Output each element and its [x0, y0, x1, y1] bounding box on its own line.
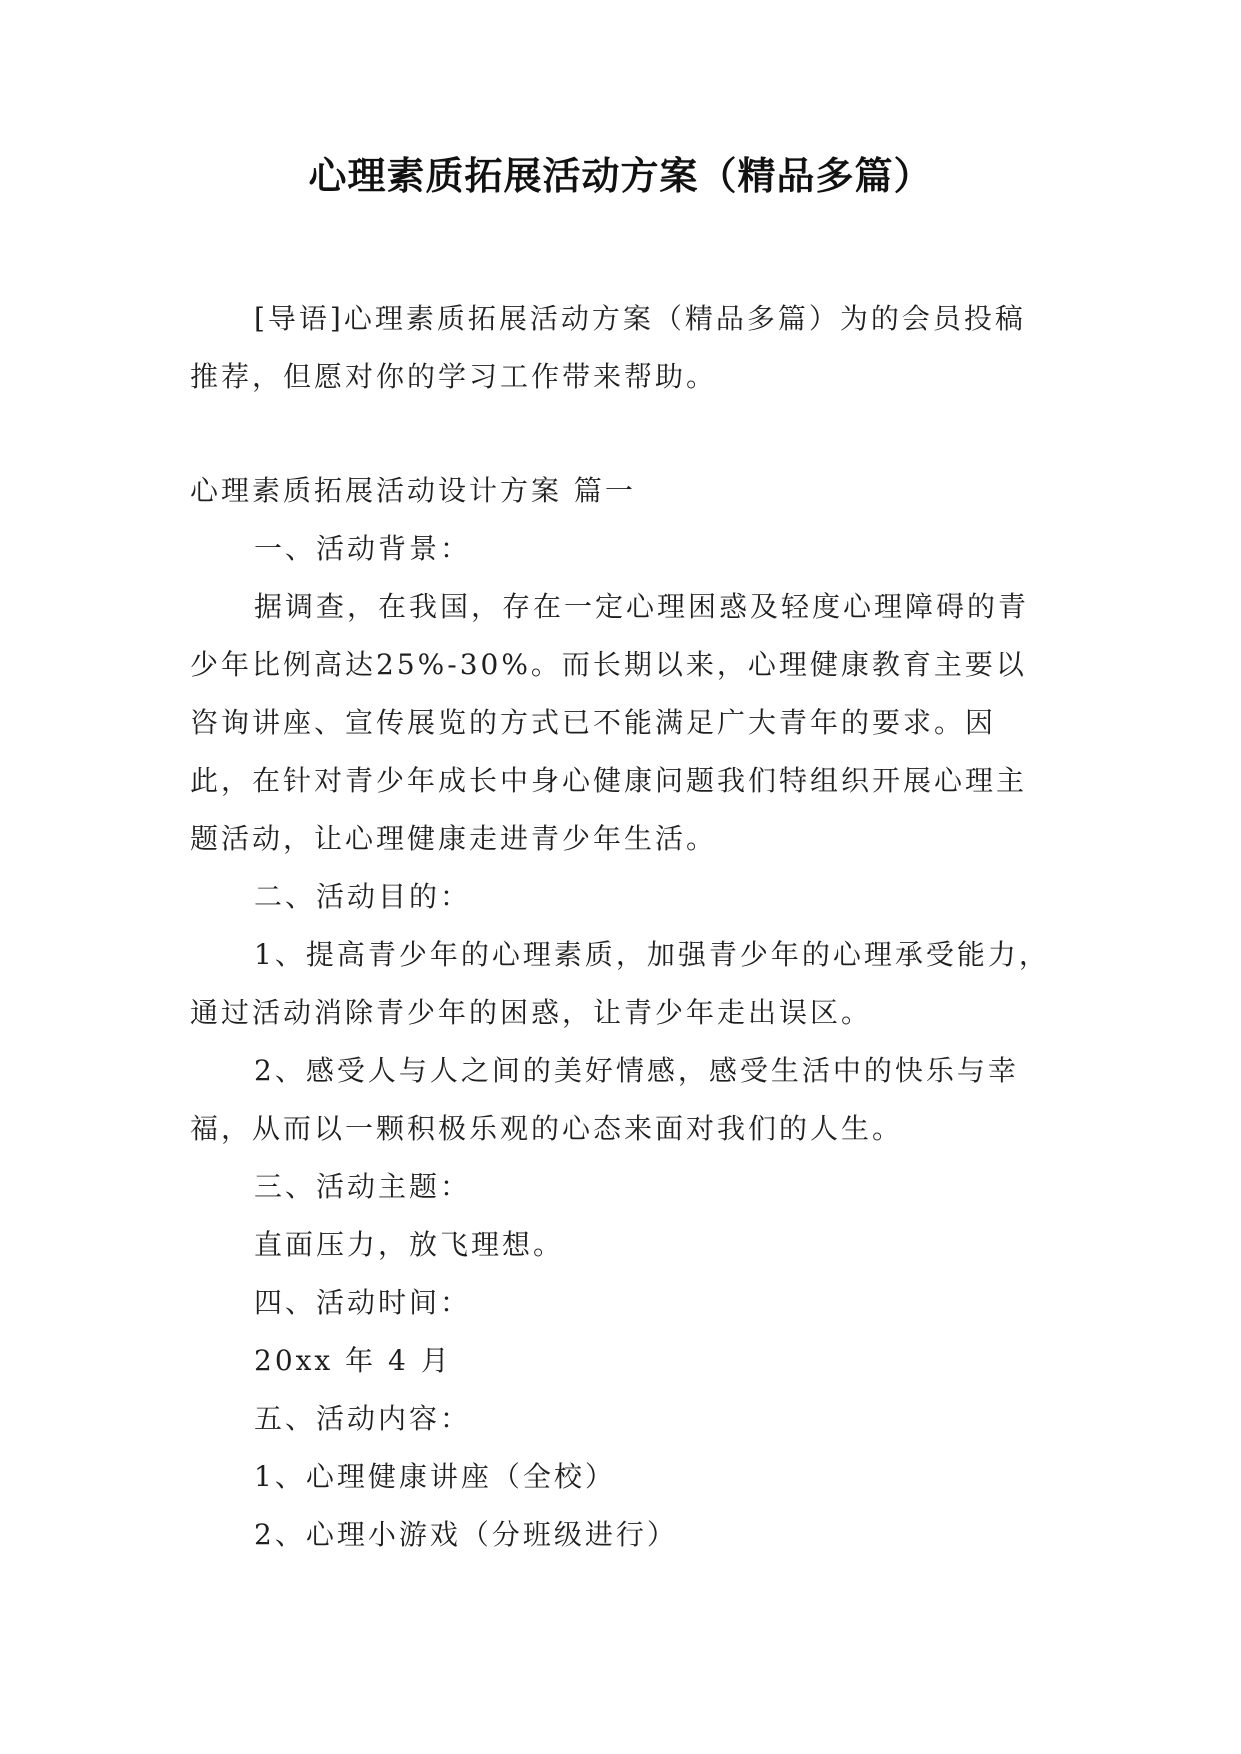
paragraph-purpose-1: 1、提高青少年的心理素质，加强青少年的心理承受能力，通过活动消除青少年的困惑，让青少年走出误区。 — [190, 938, 1050, 1029]
document-title: 心理素质拓展活动方案（精品多篇） — [308, 153, 933, 198]
heading-background: 一、活动背景： — [254, 532, 472, 565]
paragraph-purpose-2: 2、感受人与人之间的美好情感，感受生活中的快乐与幸福，从而以一颗积极乐观的心态来面对我们的人生。 — [190, 1054, 1019, 1145]
section-heading: 心理素质拓展活动设计方案 篇一 — [190, 474, 636, 507]
list-item-games: 2、心理小游戏（分班级进行） — [254, 1518, 678, 1551]
paragraph-theme: 直面压力，放飞理想。 — [254, 1228, 565, 1261]
paragraph-background: 据调查，在我国，存在一定心理困惑及轻度心理障碍的青少年比例高达25%-30%。而长期以来，心理健康教育主要以咨询讲座、宣传展览的方式已不能满足广大青年的要求。因此，在针对青少年成长中身心健康问题我们特组织开展心理主题活动，让心理健康走进青少年生活。 — [190, 590, 1030, 855]
intro-block — [190, 290, 1055, 406]
paragraph-time: 20xx 年 4 月 — [254, 1344, 452, 1377]
heading-theme: 三、活动主题： — [254, 1170, 472, 1203]
intro-paragraph: [导语]心理素质拓展活动方案（精品多篇）为的会员投稿推荐，但愿对你的学习工作带来帮助。 — [190, 302, 1026, 393]
heading-content: 五、活动内容： — [254, 1402, 472, 1435]
list-item-lecture: 1、心理健康讲座（全校） — [254, 1460, 616, 1493]
content-block — [190, 462, 1055, 1564]
heading-time: 四、活动时间： — [254, 1286, 472, 1319]
heading-purpose: 二、活动目的： — [254, 880, 472, 913]
